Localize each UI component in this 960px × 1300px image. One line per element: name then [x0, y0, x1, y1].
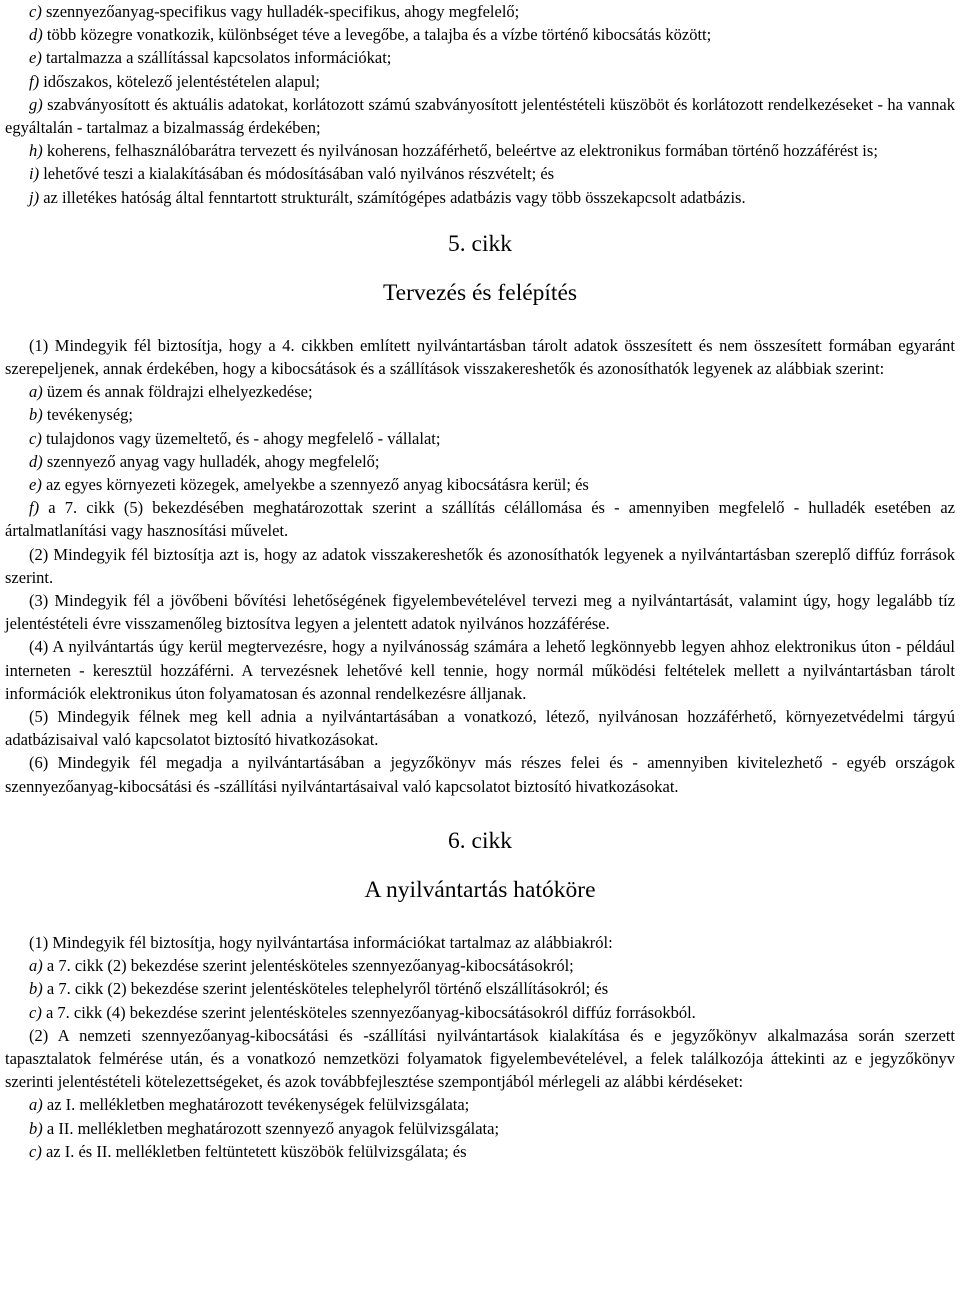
list-item: a) az I. mellékletben meghatározott tevékenységek felülvizsgálata; [29, 1095, 470, 1115]
article-6-paragraph-2: (2) A nemzeti szennyezőanyag-kibocsátási és -szállítási nyilvántartások kialakítása és e jegyzőkönyv alkalmazása során szerzett tapasztalatok felmérése után, és a vonatkozó nemzetközi folyamatok figyelembevételével, a felek találkozója áttekinti az e jegyzőkönyv szerinti jelentéstételi kötelezettségeket, és azok továbbfejlesztése szempontjából mérlegeli az alábbi kérdéseket: [5, 1025, 955, 1092]
list-item: j) az illetékes hatóság által fenntartott strukturált, számítógépes adatbázis vagy több összekapcsolt adatbázis. [29, 187, 746, 207]
article-5-title: Tervezés és felépítés [382, 279, 578, 306]
intro-list [5, 0, 955, 209]
article-5-paragraph-3: (3) Mindegyik fél a jövőbeni bővítési lehetőségének figyelembevételével tervezi meg a nyilvántartását, valamint úgy, hogy legalább tíz jelentéstételi évre visszamenőleg biztosítva legyen a jelentett adatok nyilvános hozzáférése. [5, 591, 955, 634]
article-5-body [5, 334, 955, 798]
list-item: b) a II. mellékletben meghatározott szennyező anyagok felülvizsgálata; [29, 1118, 500, 1138]
article-6-number: 6. cikk [448, 827, 512, 854]
list-item: b) a 7. cikk (2) bekezdése szerint jelentésköteles telephelyről történő elszállításokról; és [29, 979, 609, 999]
list-item: i) lehetővé teszi a kialakításában és módosításában való nyilvános részvételt; és [29, 164, 555, 184]
list-item: f) a 7. cikk (5) bekezdésében meghatározottak szerint a szállítás célállomása és - amennyiben megfelelő - hulladék esetében az ártalmatlanítási vagy hasznosítási művelet. [5, 498, 955, 541]
article-6-title: A nyilvántartás hatóköre [364, 876, 596, 903]
article-5-number: 5. cikk [448, 230, 512, 257]
list-item: a) a 7. cikk (2) bekezdése szerint jelentésköteles szennyezőanyag-kibocsátásokról; [29, 956, 574, 976]
list-item: h) koherens, felhasználóbarátra tervezett és nyilvánosan hozzáférhető, beleértve az elektronikus formában történő hozzáférést is; [29, 141, 878, 161]
list-item: d) szennyező anyag vagy hulladék, ahogy megfelelő; [29, 451, 380, 471]
list-item: c) tulajdonos vagy üzemeltető, és - ahogy megfelelő - vállalat; [29, 428, 441, 448]
list-item: g) szabványosított és aktuális adatokat, korlátozott számú szabványosított jelentéstételi küszöböt és korlátozott rendelkezéseket - ha vannak egyáltalán - tartalmaz a bizalmasság érdekében; [5, 94, 955, 138]
list-item: c) szennyezőanyag-specifikus vagy hulladék-specifikus, ahogy megfelelő; [29, 2, 520, 21]
article-5-paragraph-5: (5) Mindegyik félnek meg kell adnia a nyilvántartásában a vonatkozó, létező, nyilvánosan hozzáférhető, környezetvédelmi tárgyú adatbázisaival való kapcsolatot biztosító hivatkozásokat. [5, 707, 955, 750]
list-item: b) tevékenység; [29, 405, 134, 425]
article-6-paragraph-1: (1) Mindegyik fél biztosítja, hogy nyilvántartása információkat tartalmaz az alábbiakról: [29, 932, 613, 952]
list-item: c) az I. és II. mellékletben feltüntetett küszöbök felülvizsgálata; és [29, 1141, 467, 1161]
list-item: d) több közegre vonatkozik, különbséget téve a levegőbe, a talajba és a vízbe történő kibocsátás között; [29, 25, 712, 45]
article-6-body [5, 931, 955, 1163]
list-item: e) tartalmazza a szállítással kapcsolatos információkat; [29, 48, 392, 68]
article-5-paragraph-2: (2) Mindegyik fél biztosítja azt is, hogy az adatok visszakereshetők és azonosíthatók legyenek a nyilvántartásban szereplő diffúz források szerint. [5, 544, 955, 587]
list-item: f) időszakos, kötelező jelentéstételen alapul; [29, 71, 320, 91]
list-item: a) üzem és annak földrajzi elhelyezkedése; [29, 382, 313, 402]
article-5-paragraph-1: (1) Mindegyik fél biztosítja, hogy a 4. cikkben említett nyilvántartásban tárolt adatok összesített és nem összesített formában egyaránt szerepeljenek, annak érdekében, hogy a kibocsátások és a szállítások visszakereshetők és azonosíthatók legyenek az alábbiak szerint: [5, 335, 955, 379]
article-5-paragraph-4: (4) A nyilvántartás úgy kerül megtervezésre, hogy a nyilvánosság számára a lehető legkönnyebb legyen ahhoz elektronikus úton - például interneten - keresztül hozzáférni. A tervezésnek lehetővé kell tennie, hogy normál működési feltételek mellett a nyilvántartásban tárolt információk elektronikus úton folyamatosan és azonnal rendelkezésre álljanak. [5, 637, 955, 703]
article-5-paragraph-6: (6) Mindegyik fél megadja a nyilvántartásában a jegyzőkönyv más részes felei és - amennyiben kivitelezhető - egyéb országok szennyezőanyag-kibocsátási és -szállítási nyilvántartásaival való kapcsolatot biztosító hivatkozásokat. [5, 753, 955, 796]
list-item: e) az egyes környezeti közegek, amelyekbe a szennyező anyag kibocsátásra kerül; és [29, 475, 589, 495]
list-item: c) a 7. cikk (4) bekezdése szerint jelentésköteles szennyezőanyag-kibocsátásokról diffúz forrásokból. [29, 1002, 696, 1022]
